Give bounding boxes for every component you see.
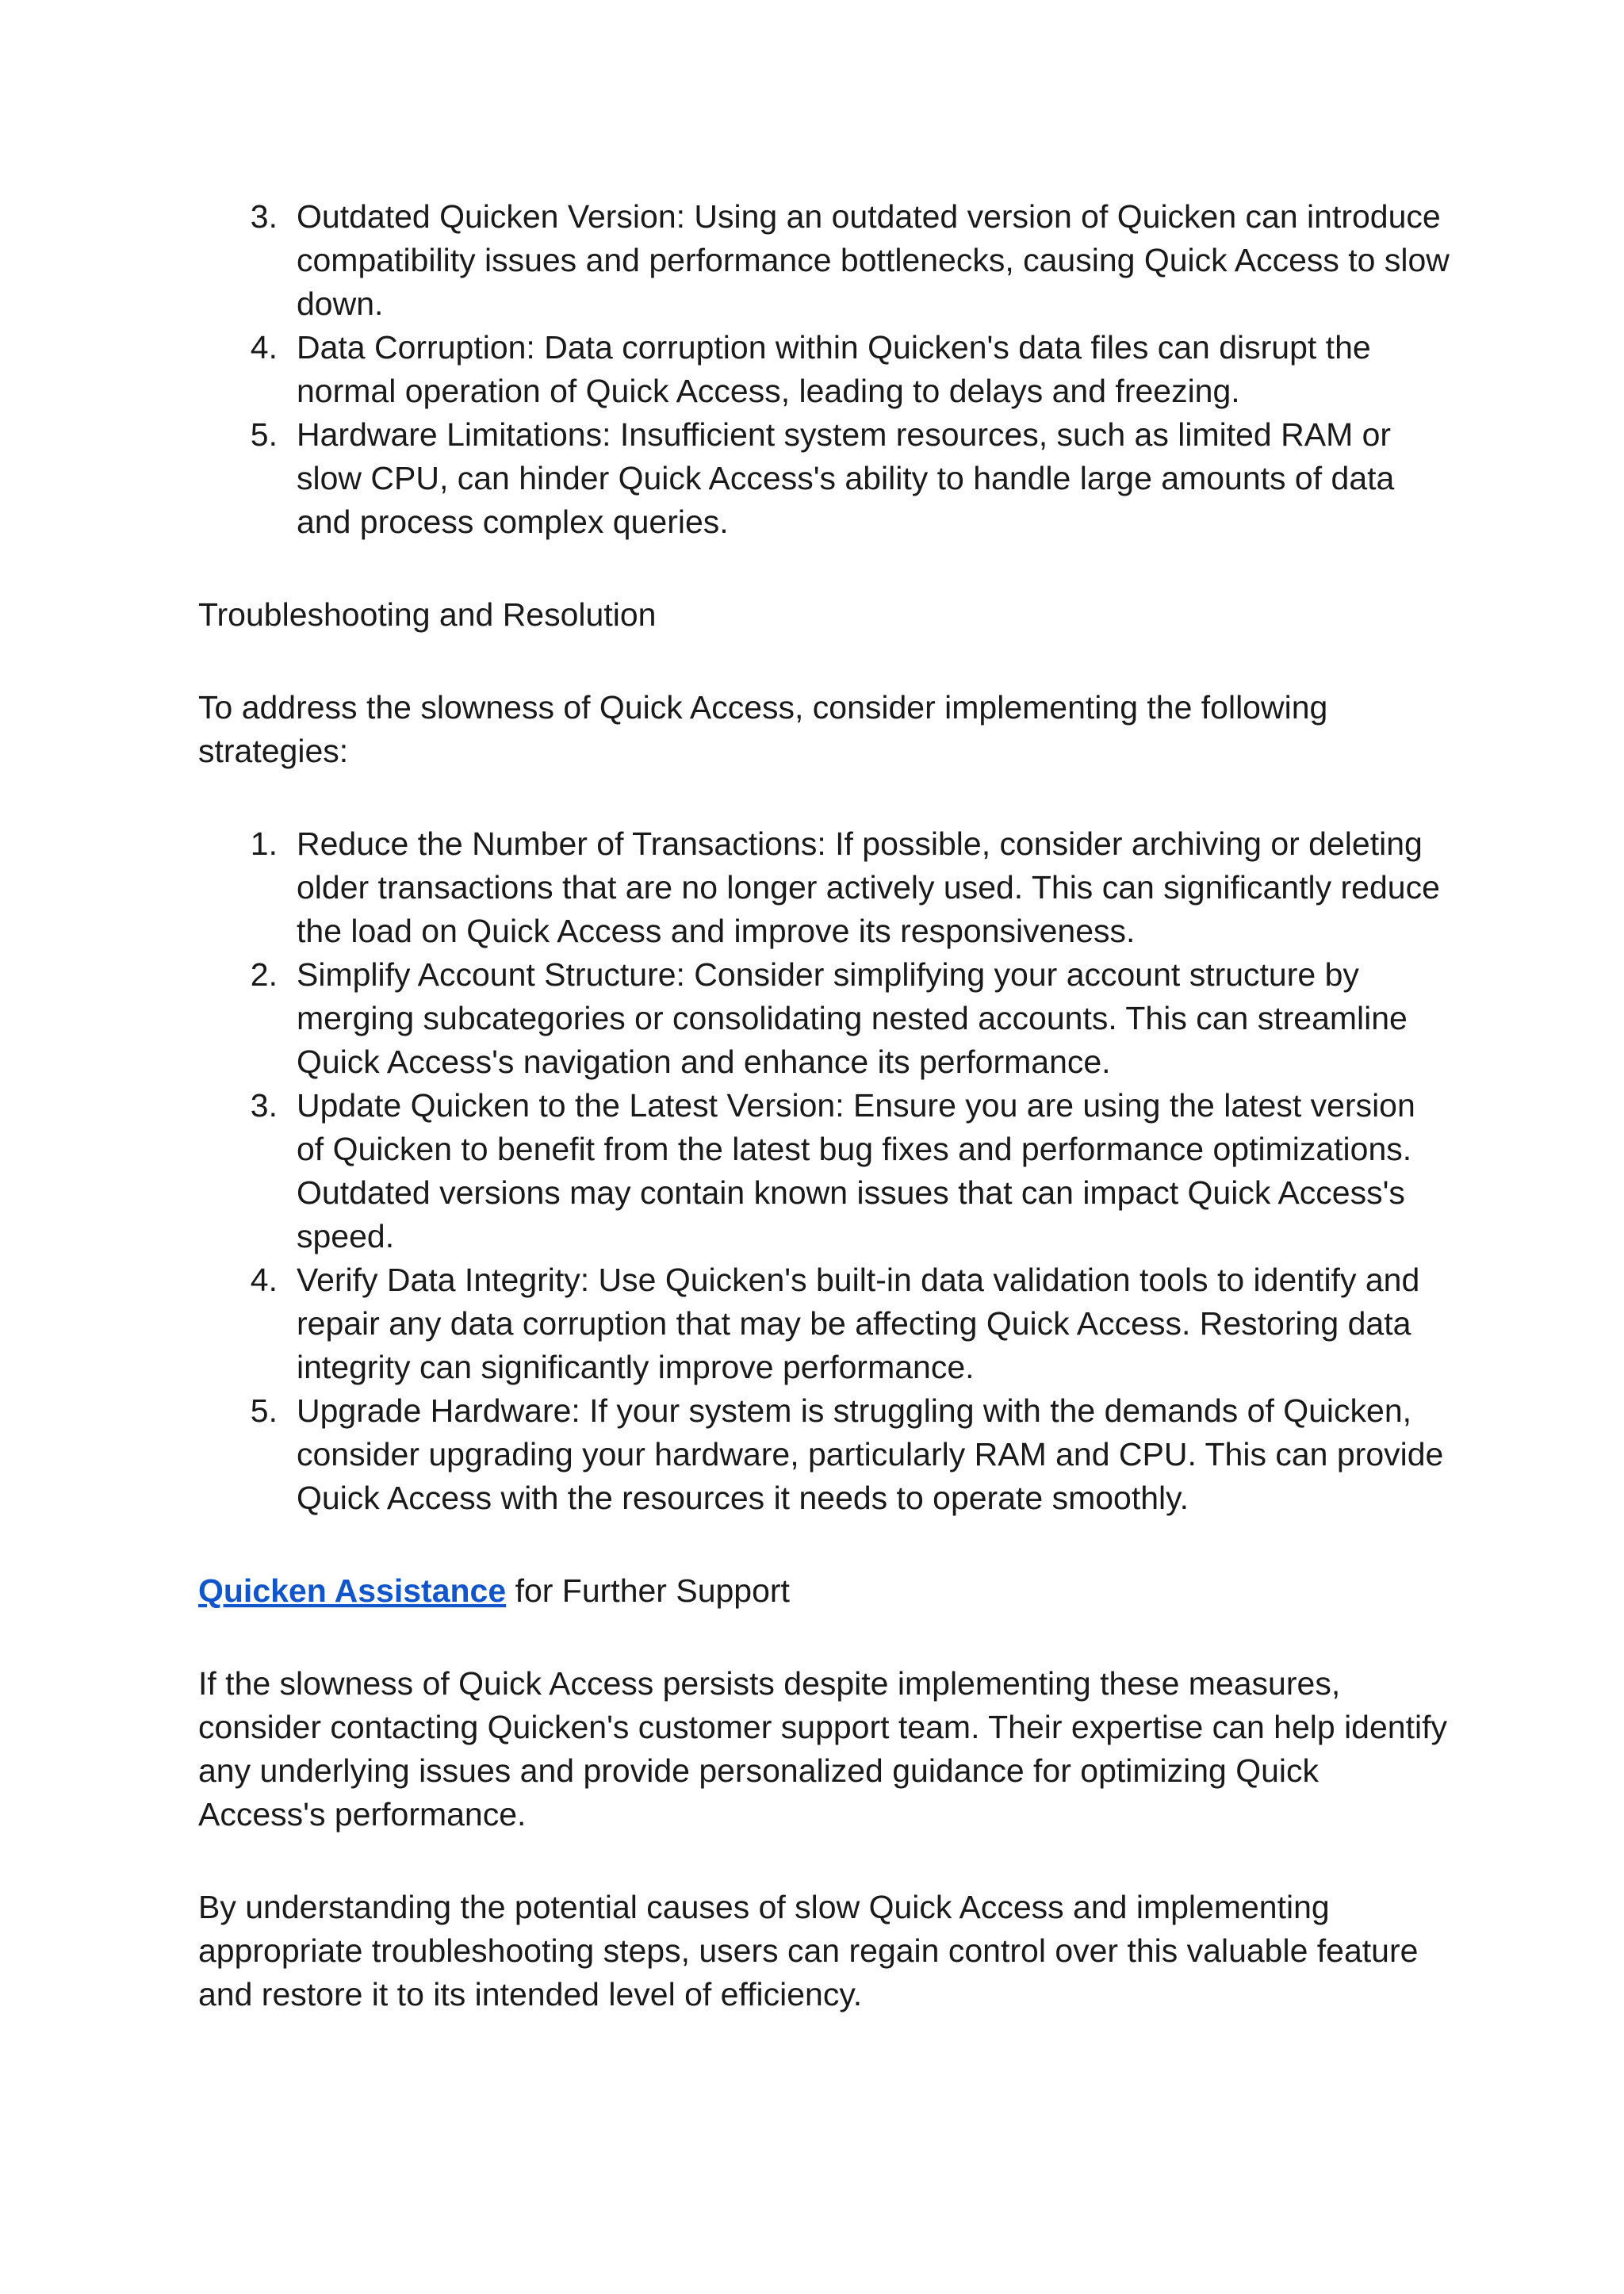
list-number: 3. [250, 1087, 278, 1124]
list-number: 2. [250, 956, 278, 993]
list-item-text: Reduce the Number of Transactions: If possible, consider archiving or deleting older transactions that are no longer actively used. This can significantly reduce the load on Quick Access and improve its responsiveness. [297, 825, 1440, 949]
strategies-intro: To address the slowness of Quick Access, consider implementing the following strategies: [198, 689, 1328, 769]
list-number: 5. [250, 1392, 278, 1429]
support-heading-text: for Further Support [506, 1572, 790, 1609]
list-item-text: Hardware Limitations: Insufficient system resources, such as limited RAM or slow CPU, can hinder Quick Access's ability to handle large amounts of data and process complex queries. [297, 416, 1395, 540]
list-item-text: Outdated Quicken Version: Using an outdated version of Quicken can introduce compatibility issues and performance bottlenecks, causing Quick Access to slow down. [297, 198, 1450, 322]
list-item [198, 1084, 1451, 1258]
list-item [198, 822, 1451, 953]
list-item [198, 1389, 1451, 1520]
support-paragraph: If the slowness of Quick Access persists despite implementing these measures, consider contacting Quicken's customer support team. Their expertise can help identify any underlying issues and provide personalized guidance for optimizing Quick Access's performance. [198, 1665, 1447, 1833]
causes-list [198, 195, 1451, 544]
document-content [198, 195, 1451, 2016]
list-number: 5. [250, 416, 278, 453]
list-item-text: Data Corruption: Data corruption within Quicken's data files can disrupt the normal operation of Quick Access, leading to delays and freezing. [297, 329, 1371, 409]
list-number: 3. [250, 198, 278, 235]
section-heading-support [198, 1569, 1451, 1613]
list-item [198, 1258, 1451, 1389]
list-item-text: Upgrade Hardware: If your system is struggling with the demands of Quicken, consider upgrading your hardware, particularly RAM and CPU. This can provide Quick Access with the resources it needs to operate smoothly. [297, 1392, 1444, 1516]
list-item [198, 953, 1451, 1084]
list-number: 4. [250, 1262, 278, 1298]
list-item-text: Verify Data Integrity: Use Quicken's built-in data validation tools to identify and repair any data corruption that may be affecting Quick Access. Restoring data integrity can significantly improve performance. [297, 1262, 1420, 1385]
conclusion-paragraph: By understanding the potential causes of slow Quick Access and implementing appropriate troubleshooting steps, users can regain control over this valuable feature and restore it to its intended level of efficiency. [198, 1889, 1419, 2013]
list-item-text: Update Quicken to the Latest Version: Ensure you are using the latest version of Quicken to benefit from the latest bug fixes and performance optimizations. Outdated versions may contain known issues that can impact Quick Access's speed. [297, 1087, 1415, 1254]
section-heading-troubleshooting: Troubleshooting and Resolution [198, 596, 657, 633]
quicken-assistance-link[interactable]: Quicken Assistance [198, 1572, 507, 1609]
list-item [198, 195, 1451, 326]
list-item [198, 413, 1451, 544]
list-number: 1. [250, 825, 278, 862]
list-item [198, 326, 1451, 413]
list-item-text: Simplify Account Structure: Consider simplifying your account structure by merging subcategories or consolidating nested accounts. This can streamline Quick Access's navigation and enhance its performance. [297, 956, 1408, 1080]
list-number: 4. [250, 329, 278, 366]
strategies-list [198, 822, 1451, 1520]
